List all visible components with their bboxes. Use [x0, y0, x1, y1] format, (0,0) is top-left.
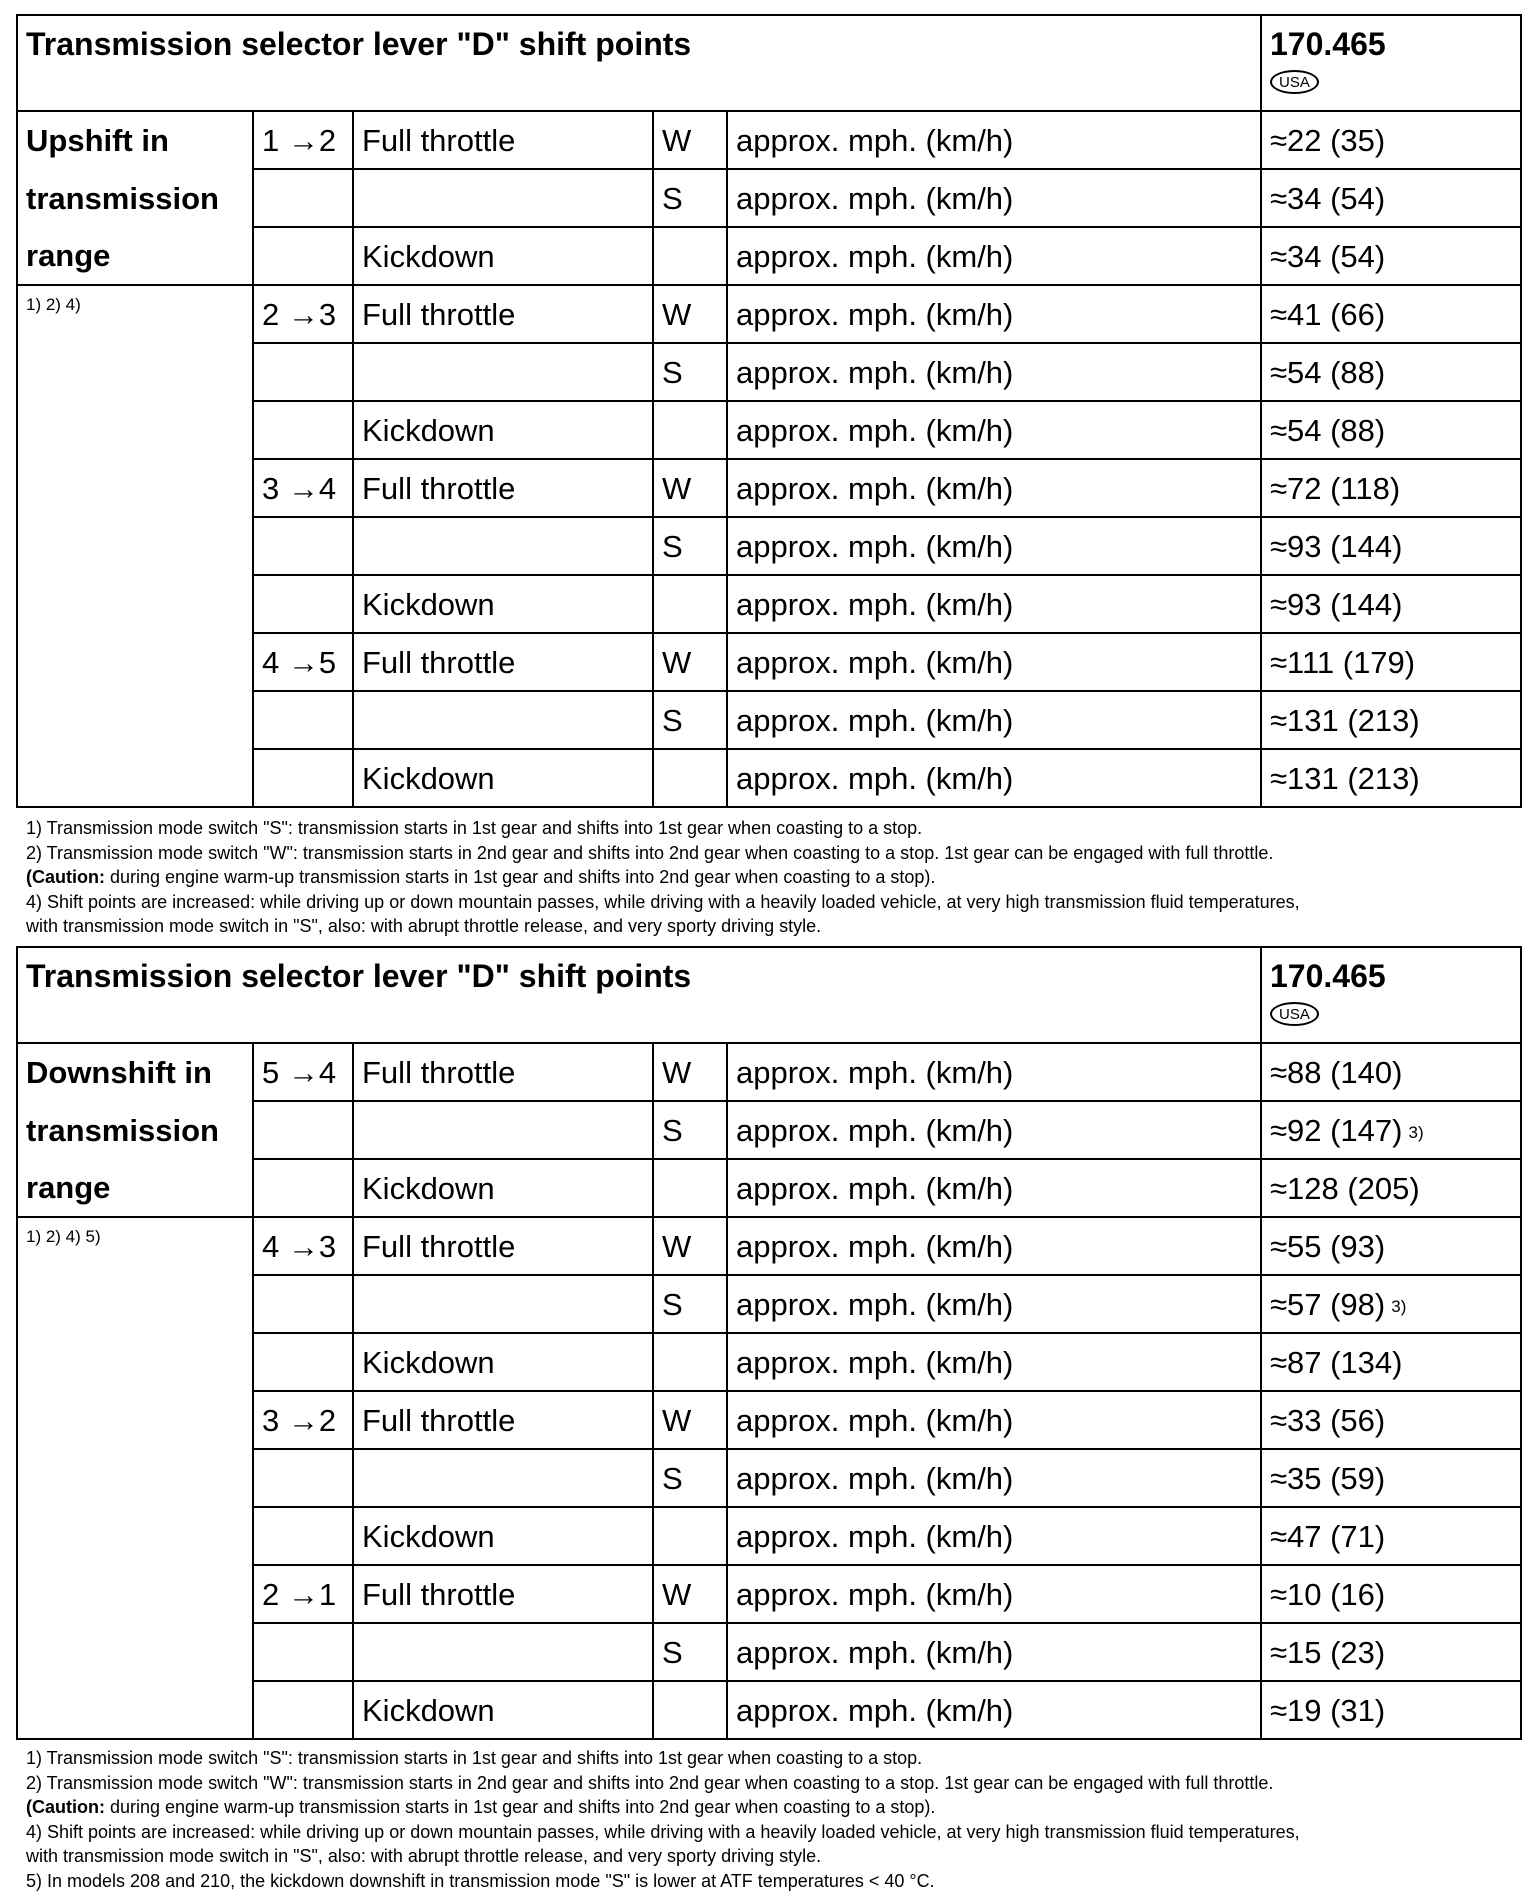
speed-unit: approx. mph. (km/h)	[727, 691, 1261, 749]
shift-speed	[1261, 285, 1521, 343]
gear-change: 3 →4	[253, 459, 353, 517]
gear-change	[253, 575, 353, 633]
shift-speed-value: ≈22 (35)	[1270, 122, 1386, 158]
gear-change	[253, 517, 353, 575]
shift-speed	[1261, 1565, 1521, 1623]
shift-speed-value: ≈93 (144)	[1270, 528, 1403, 564]
gear-change	[253, 1101, 353, 1159]
throttle-mode: Full throttle	[353, 1565, 653, 1623]
throttle-mode: Kickdown	[353, 1159, 653, 1217]
gear-change: 5 →4	[253, 1043, 353, 1101]
speed-unit: approx. mph. (km/h)	[727, 517, 1261, 575]
footnote-line: with transmission mode switch in "S", also: with abrupt throttle release, and very sporty driving style.	[26, 916, 822, 936]
mode-switch	[653, 575, 727, 633]
shift-speed	[1261, 575, 1521, 633]
footnote-references: 1) 2) 4)	[17, 285, 253, 807]
gear-change	[253, 1507, 353, 1565]
shift-speed	[1261, 1275, 1521, 1333]
gear-change	[253, 169, 353, 227]
shift-speed-value: ≈88 (140)	[1270, 1054, 1403, 1090]
gear-change: 4 →3	[253, 1217, 353, 1275]
shift-speed-value: ≈47 (71)	[1270, 1518, 1386, 1554]
throttle-mode: Kickdown	[353, 1681, 653, 1739]
table-row	[17, 285, 1521, 343]
table-row	[17, 111, 1521, 169]
shift-speed-value: ≈131 (213)	[1270, 702, 1420, 738]
gear-change	[253, 691, 353, 749]
table-row	[17, 1217, 1521, 1275]
speed-unit: approx. mph. (km/h)	[727, 401, 1261, 459]
mode-switch: S	[653, 1623, 727, 1681]
speed-unit: approx. mph. (km/h)	[727, 169, 1261, 227]
throttle-mode: Full throttle	[353, 111, 653, 169]
shift-speed-value: ≈131 (213)	[1270, 760, 1420, 796]
speed-unit: approx. mph. (km/h)	[727, 1159, 1261, 1217]
mode-switch	[653, 1681, 727, 1739]
mode-switch: W	[653, 1217, 727, 1275]
speed-unit: approx. mph. (km/h)	[727, 749, 1261, 807]
shift-speed-value: ≈33 (56)	[1270, 1402, 1386, 1438]
throttle-mode: Full throttle	[353, 1217, 653, 1275]
speed-unit: approx. mph. (km/h)	[727, 1101, 1261, 1159]
gear-change	[253, 1449, 353, 1507]
footnote-line: 2) Transmission mode switch "W": transmission starts in 2nd gear and shifts into 2nd gear when coasting to a stop. 1st gear can be engaged with full throttle.	[26, 842, 1274, 863]
footnote-line	[26, 865, 1516, 890]
gear-change	[253, 401, 353, 459]
throttle-mode: Kickdown	[353, 1507, 653, 1565]
model-code: 170.465	[1270, 26, 1386, 62]
shift-speed-value: ≈35 (59)	[1270, 1460, 1386, 1496]
throttle-mode: Full throttle	[353, 1391, 653, 1449]
speed-unit: approx. mph. (km/h)	[727, 633, 1261, 691]
shift-speed-value: ≈15 (23)	[1270, 1634, 1386, 1670]
gear-change: 2 →1	[253, 1565, 353, 1623]
mode-switch	[653, 227, 727, 285]
footnote-line: 4) Shift points are increased: while driving up or down mountain passes, while driving with a heavily loaded vehicle, at very high transmission fluid temperatures,	[26, 1821, 1300, 1842]
shift-speed-value: ≈54 (88)	[1270, 354, 1386, 390]
table-row	[17, 1101, 1521, 1159]
gear-change: 1 →2	[253, 111, 353, 169]
throttle-mode	[353, 1623, 653, 1681]
speed-unit: approx. mph. (km/h)	[727, 1507, 1261, 1565]
speed-unit: approx. mph. (km/h)	[727, 1623, 1261, 1681]
shift-speed	[1261, 227, 1521, 285]
model-code-cell	[1261, 15, 1521, 111]
throttle-mode: Full throttle	[353, 285, 653, 343]
speed-unit: approx. mph. (km/h)	[727, 1275, 1261, 1333]
footnote-line: 1) Transmission mode switch "S": transmission starts in 1st gear and shifts into 1st gear when coasting to a stop.	[26, 818, 923, 838]
throttle-mode	[353, 1449, 653, 1507]
throttle-mode: Full throttle	[353, 459, 653, 517]
speed-unit: approx. mph. (km/h)	[727, 1043, 1261, 1101]
throttle-mode	[353, 169, 653, 227]
model-code-cell	[1261, 947, 1521, 1043]
mode-switch	[653, 1333, 727, 1391]
shift-speed-value: ≈55 (93)	[1270, 1228, 1386, 1264]
throttle-mode: Kickdown	[353, 227, 653, 285]
gear-change: 4 →5	[253, 633, 353, 691]
shift-speed	[1261, 1449, 1521, 1507]
throttle-mode: Full throttle	[353, 1043, 653, 1101]
shift-speed	[1261, 1101, 1521, 1159]
footnote-line: with transmission mode switch in "S", also: with abrupt throttle release, and very sporty driving style.	[26, 1846, 822, 1866]
mode-switch: W	[653, 285, 727, 343]
throttle-mode	[353, 517, 653, 575]
upshift-footnotes	[26, 816, 1516, 939]
gear-change	[253, 1333, 353, 1391]
throttle-mode: Kickdown	[353, 401, 653, 459]
speed-unit: approx. mph. (km/h)	[727, 285, 1261, 343]
speed-unit: approx. mph. (km/h)	[727, 1333, 1261, 1391]
mode-switch: S	[653, 517, 727, 575]
shift-speed	[1261, 633, 1521, 691]
mode-switch	[653, 401, 727, 459]
shift-speed	[1261, 749, 1521, 807]
table-row	[17, 169, 1521, 227]
footnote-caution-text: during engine warm-up transmission starts in 1st gear and shifts into 2nd gear when coasting to a stop).	[104, 1797, 936, 1817]
table-row	[17, 1043, 1521, 1101]
shift-speed	[1261, 1333, 1521, 1391]
table-title: Transmission selector lever "D" shift points	[17, 15, 1261, 111]
footnote-caution-label: (Caution:	[26, 867, 105, 887]
shift-speed	[1261, 1217, 1521, 1275]
gear-change	[253, 1159, 353, 1217]
mode-switch: S	[653, 1101, 727, 1159]
throttle-mode: Full throttle	[353, 633, 653, 691]
mode-switch: W	[653, 1391, 727, 1449]
speed-unit: approx. mph. (km/h)	[727, 1217, 1261, 1275]
footnote-line	[26, 1795, 1516, 1820]
footnote-line: 1) Transmission mode switch "S": transmission starts in 1st gear and shifts into 1st gear when coasting to a stop.	[26, 1748, 923, 1768]
mode-switch: W	[653, 1565, 727, 1623]
shift-speed-value: ≈34 (54)	[1270, 238, 1386, 274]
speed-unit: approx. mph. (km/h)	[727, 343, 1261, 401]
throttle-mode	[353, 343, 653, 401]
gear-change	[253, 1623, 353, 1681]
shift-speed	[1261, 459, 1521, 517]
speed-unit: approx. mph. (km/h)	[727, 1391, 1261, 1449]
speed-unit: approx. mph. (km/h)	[727, 575, 1261, 633]
throttle-mode: Kickdown	[353, 749, 653, 807]
section-label-3: range	[17, 1159, 253, 1217]
shift-speed-value: ≈19 (31)	[1270, 1692, 1386, 1728]
footnote-caution-text: during engine warm-up transmission starts in 1st gear and shifts into 2nd gear when coasting to a stop).	[104, 867, 936, 887]
throttle-mode	[353, 691, 653, 749]
footnote-caution-label: (Caution:	[26, 1797, 105, 1817]
table-row	[17, 1159, 1521, 1217]
section-label-1: Downshift in	[17, 1043, 253, 1101]
mode-switch	[653, 1159, 727, 1217]
speed-unit: approx. mph. (km/h)	[727, 1681, 1261, 1739]
throttle-mode	[353, 1101, 653, 1159]
shift-speed	[1261, 691, 1521, 749]
table-title: Transmission selector lever "D" shift points	[17, 947, 1261, 1043]
gear-change	[253, 1681, 353, 1739]
shift-speed-value: ≈111 (179)	[1270, 644, 1416, 680]
section-label-2: transmission	[17, 1101, 253, 1159]
header-row	[17, 947, 1521, 1043]
shift-speed	[1261, 401, 1521, 459]
header-row	[17, 15, 1521, 111]
usa-badge: USA	[1270, 70, 1319, 94]
shift-speed	[1261, 343, 1521, 401]
downshift-footnotes	[26, 1746, 1516, 1893]
shift-speed-value: ≈92 (147)	[1270, 1112, 1403, 1148]
shift-speed-value: ≈57 (98)	[1270, 1286, 1386, 1322]
speed-unit: approx. mph. (km/h)	[727, 1449, 1261, 1507]
mode-switch: S	[653, 343, 727, 401]
mode-switch	[653, 1507, 727, 1565]
throttle-mode: Kickdown	[353, 575, 653, 633]
shift-speed	[1261, 169, 1521, 227]
mode-switch: W	[653, 459, 727, 517]
section-label-1: Upshift in	[17, 111, 253, 169]
shift-speed	[1261, 517, 1521, 575]
mode-switch	[653, 749, 727, 807]
footnote-line: 2) Transmission mode switch "W": transmission starts in 2nd gear and shifts into 2nd gear when coasting to a stop. 1st gear can be engaged with full throttle.	[26, 1772, 1274, 1793]
footnote-marker: 3)	[1408, 1122, 1424, 1142]
footnote-marker: 3)	[1391, 1296, 1407, 1316]
speed-unit: approx. mph. (km/h)	[727, 459, 1261, 517]
speed-unit: approx. mph. (km/h)	[727, 1565, 1261, 1623]
mode-switch: W	[653, 1043, 727, 1101]
shift-speed-value: ≈41 (66)	[1270, 296, 1386, 332]
upshift-table	[16, 14, 1522, 808]
model-code: 170.465	[1270, 958, 1386, 994]
mode-switch: S	[653, 691, 727, 749]
gear-change: 3 →2	[253, 1391, 353, 1449]
speed-unit: approx. mph. (km/h)	[727, 111, 1261, 169]
usa-badge: USA	[1270, 1002, 1319, 1026]
mode-switch: S	[653, 1449, 727, 1507]
shift-speed	[1261, 1159, 1521, 1217]
gear-change	[253, 749, 353, 807]
section-label-2: transmission	[17, 169, 253, 227]
gear-change	[253, 227, 353, 285]
gear-change: 2 →3	[253, 285, 353, 343]
shift-speed-value: ≈128 (205)	[1270, 1170, 1420, 1206]
footnote-line: 5) In models 208 and 210, the kickdown downshift in transmission mode "S" is lower at ATF temperatures < 40 °C.	[26, 1870, 935, 1891]
table-row	[17, 227, 1521, 285]
mode-switch: S	[653, 1275, 727, 1333]
shift-speed	[1261, 1391, 1521, 1449]
shift-speed-value: ≈72 (118)	[1270, 470, 1401, 506]
speed-unit: approx. mph. (km/h)	[727, 227, 1261, 285]
shift-speed	[1261, 1043, 1521, 1101]
shift-speed	[1261, 1623, 1521, 1681]
mode-switch: S	[653, 169, 727, 227]
gear-change	[253, 1275, 353, 1333]
throttle-mode	[353, 1275, 653, 1333]
throttle-mode: Kickdown	[353, 1333, 653, 1391]
footnote-references: 1) 2) 4) 5)	[17, 1217, 253, 1739]
mode-switch: W	[653, 633, 727, 691]
mode-switch: W	[653, 111, 727, 169]
shift-speed-value: ≈10 (16)	[1270, 1576, 1386, 1612]
section-label-3: range	[17, 227, 253, 285]
downshift-table	[16, 946, 1522, 1740]
shift-speed-value: ≈87 (134)	[1270, 1344, 1403, 1380]
shift-speed	[1261, 1507, 1521, 1565]
footnote-line: 4) Shift points are increased: while driving up or down mountain passes, while driving with a heavily loaded vehicle, at very high transmission fluid temperatures,	[26, 891, 1300, 912]
shift-speed-value: ≈34 (54)	[1270, 180, 1386, 216]
shift-speed-value: ≈54 (88)	[1270, 412, 1386, 448]
shift-speed	[1261, 111, 1521, 169]
shift-speed	[1261, 1681, 1521, 1739]
gear-change	[253, 343, 353, 401]
shift-speed-value: ≈93 (144)	[1270, 586, 1403, 622]
